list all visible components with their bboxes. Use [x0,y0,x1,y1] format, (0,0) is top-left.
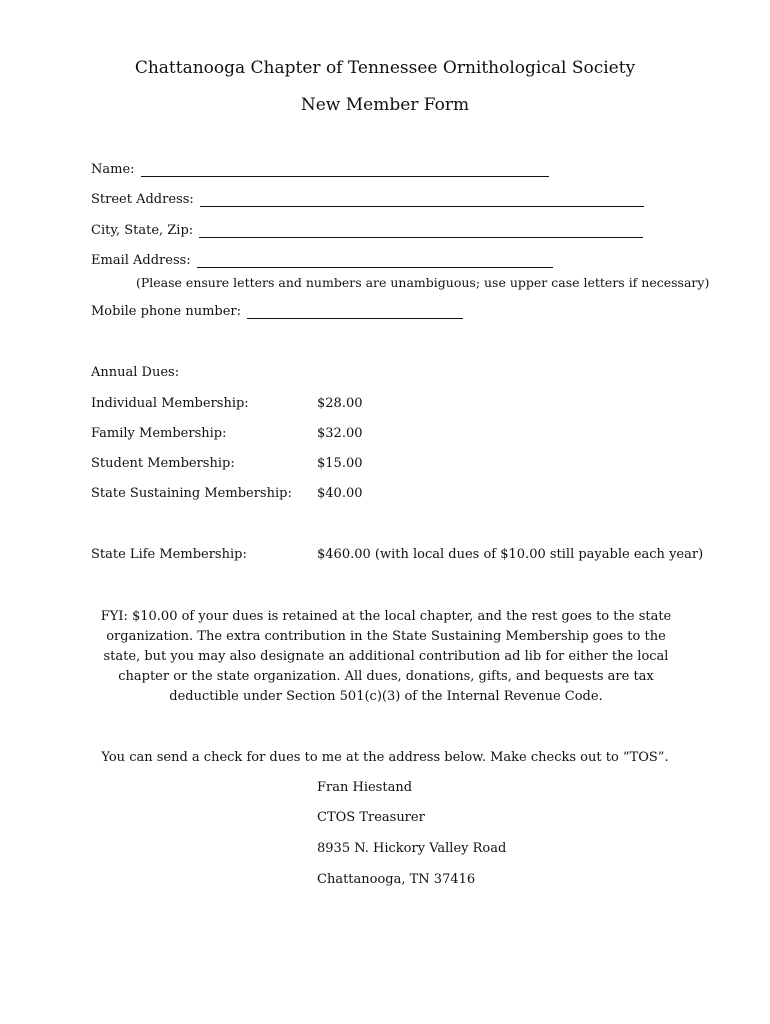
form-title: New Member Form [300,95,470,115]
mobile-blank-line[interactable] [247,304,463,319]
email-label: Email Address: [91,253,191,268]
send-instructions: You can send a check for dues to me at the address below. Make checks out to “TOS”. [101,750,669,765]
dues-label: Family Membership: [91,426,227,441]
email-note: (Please ensure letters and numbers are unambiguous; use upper case letters if necessary) [136,275,710,290]
city-field [91,223,643,238]
dues-amount: $32.00 [317,426,363,441]
dues-amount: $40.00 [317,486,363,501]
treasurer-city: Chattanooga, TN 37416 [317,872,476,887]
mobile-label: Mobile phone number: [91,304,242,319]
name-field [91,162,549,177]
dues-amount: $28.00 [317,396,363,411]
dues-amount: $15.00 [317,456,363,471]
street-blank-line[interactable] [200,192,644,207]
dues-amount: $460.00 (with local dues of $10.00 still payable each year) [317,547,704,562]
dues-label: State Sustaining Membership: [91,486,292,501]
treasurer-role: CTOS Treasurer [317,810,425,825]
street-field [91,192,644,207]
city-blank-line[interactable] [199,223,643,238]
dues-label: Student Membership: [91,456,235,471]
city-label: City, State, Zip: [91,223,194,238]
street-label: Street Address: [91,192,194,207]
dues-label: Individual Membership: [91,396,249,411]
form-org-title: Chattanooga Chapter of Tennessee Ornithological Society [134,58,636,78]
fyi-paragraph: FYI: $10.00 of your dues is retained at the local chapter, and the rest goes to the state organization. The extra contribution in the State Sustaining Membership goes to the state, but you may also designate an additional contribution ad lib for either the local chapter or the state organization. All dues, donations, gifts, and bequests are tax deductible under Section 501(c)(3) of the Internal Revenue Code. [100,609,672,704]
annual-dues-heading: Annual Dues: [91,365,180,380]
mobile-field [91,304,463,319]
treasurer-street: 8935 N. Hickory Valley Road [317,841,507,856]
email-blank-line[interactable] [197,253,553,268]
name-blank-line[interactable] [141,162,549,177]
dues-label: State Life Membership: [91,547,247,562]
treasurer-name: Fran Hiestand [317,780,413,795]
name-label: Name: [91,162,135,177]
email-field [91,253,553,268]
